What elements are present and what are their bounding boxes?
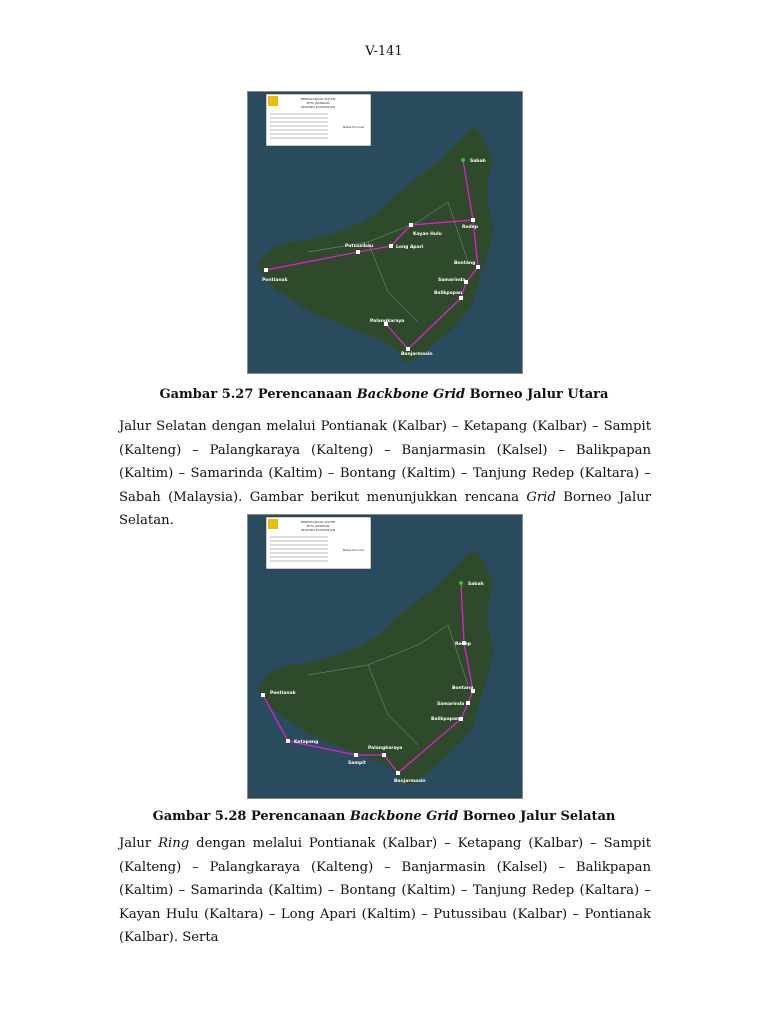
label-ketapang: Ketapang — [294, 740, 319, 745]
node-kayan-hulu — [409, 223, 413, 227]
label-redep: Redep — [455, 642, 472, 647]
pln-logo — [268, 519, 278, 529]
node-bontang — [476, 265, 480, 269]
label-sabah: Sabah — [470, 159, 486, 164]
figure2-caption: Gambar 5.28 Perencanaan Backbone Grid Borneo Jalur Selatan — [152, 809, 616, 824]
node-sabah — [459, 581, 463, 585]
figure-backbone-utara — [247, 91, 523, 374]
label-banjarmasin: Banjarmasin — [401, 352, 433, 357]
paragraph-jalur-ring: Jalur Ring dengan melalui Pontianak (Kalbar) – Ketapang (Kalbar) – Sampit (Kalteng) – Palangkaraya (Kalteng) – Banjarmasin (Kalsel) – Balikpapan (Kaltim) – Samarinda (Kaltim) – Bontang (Kaltim) – Tanjung Redep (Kaltara) – Kayan Hulu (Kaltara) – Long Apari (Kaltim) – Putussibau (Kalbar) – Pontianak (Kalbar). Serta — [119, 836, 652, 945]
page-number: V-141 — [365, 44, 403, 59]
label-bontang: Bontang — [452, 686, 474, 691]
legend-side: Batas Provinsi — [343, 125, 365, 129]
label-putussibau: Putussibau — [345, 244, 374, 249]
figure1-caption: Gambar 5.27 Perencanaan Backbone Grid Borneo Jalur Utara — [159, 387, 609, 402]
node-banjarmasin — [396, 771, 400, 775]
paragraph-jalur-selatan: Jalur Selatan dengan melalui Pontianak (Kalbar) – Ketapang (Kalbar) – Sampit (Kalteng) – Palangkaraya (Kalteng) – Banjarmasin (Kalsel) – Balikpapan (Kaltim) – Samarinda (Kaltim) – Bontang (Kaltim) – Tanjung Redep (Kaltara) – Sabah (Malaysia). Gambar berikut menunjukkan rencana Grid Borneo Jalur Selatan. — [119, 419, 651, 528]
legend-sub1: PETA JARINGAN — [306, 524, 330, 528]
node-banjarmasin — [406, 347, 410, 351]
node-samarinda — [466, 701, 470, 705]
node-balikpapan — [459, 717, 463, 721]
node-sabah — [461, 158, 465, 162]
label-samarinda: Samarinda — [437, 702, 465, 707]
label-balikpapan: Balikpapan — [431, 717, 460, 722]
label-banjarmasin: Banjarmasin — [394, 779, 426, 784]
node-putussibau — [356, 250, 360, 254]
legend-side: Batas Provinsi — [343, 548, 365, 552]
label-pontianak: Pontianak — [270, 691, 296, 696]
node-palangkaraya — [382, 753, 386, 757]
label-redep: Redep — [462, 225, 479, 230]
label-long-apari: Long Apari — [396, 245, 424, 250]
node-long-apari — [389, 244, 393, 248]
node-redep — [471, 218, 475, 222]
label-samarinda: Samarinda — [438, 278, 466, 283]
legend-sub1: PETA JARINGAN — [306, 101, 330, 105]
label-pontianak: Pontianak — [262, 278, 288, 283]
node-ketapang — [286, 739, 290, 743]
label-kayan-hulu: Kayan Hulu — [413, 232, 442, 237]
legend-title: PERENCANAAN SISTEM — [300, 97, 336, 101]
legend-sub2: PROPINSI KALIMANTAN — [300, 528, 336, 532]
legend-title: PERENCANAAN SISTEM — [300, 520, 336, 524]
pln-logo — [268, 96, 278, 106]
label-sabah: Sabah — [468, 582, 484, 587]
label-palangkaraya: Palangkaraya — [370, 319, 405, 324]
legend-sub2: PROPINSI KALIMANTAN — [300, 105, 336, 109]
figure-backbone-selatan — [247, 514, 523, 799]
node-pontianak — [264, 268, 268, 272]
node-balikpapan — [459, 296, 463, 300]
node-pontianak — [261, 693, 265, 697]
node-sampit — [354, 753, 358, 757]
label-palangkaraya: Palangkaraya — [368, 746, 403, 751]
label-balikpapan: Balikpapan — [434, 291, 463, 296]
label-sampit: Sampit — [348, 761, 366, 766]
borneo-map-selatan — [248, 515, 522, 798]
label-bontang: Bontang — [454, 261, 476, 266]
borneo-map-utara — [248, 92, 522, 373]
